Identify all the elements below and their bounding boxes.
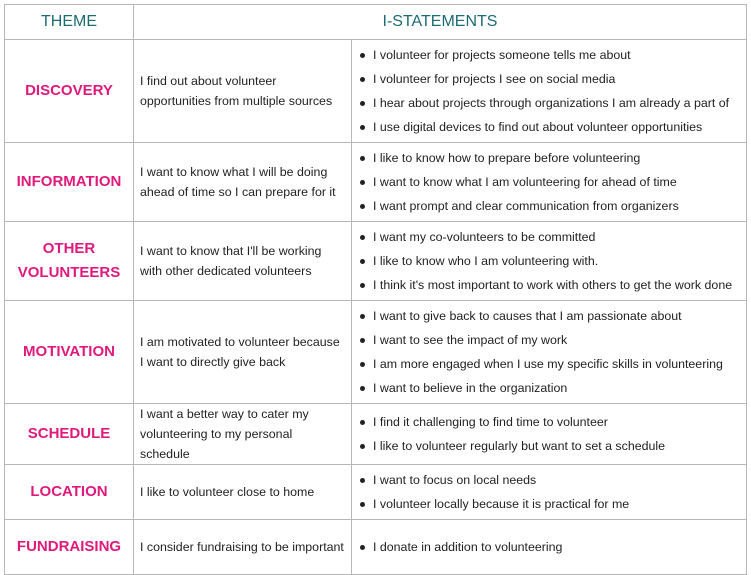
summary-cell: I want a better way to cater my volunteering to my personal schedule xyxy=(134,404,352,465)
list-item xyxy=(360,115,746,139)
list-item xyxy=(360,535,746,559)
theme-cell: SCHEDULE xyxy=(5,404,134,465)
bullet-icon xyxy=(360,283,365,288)
bullet-icon xyxy=(360,259,365,264)
statement-text: I like to know who I am volunteering with. xyxy=(373,254,599,268)
bullet-icon xyxy=(360,235,365,240)
bullet-icon xyxy=(360,545,365,550)
statements-cell xyxy=(352,520,747,575)
bullet-icon xyxy=(360,362,365,367)
list-item xyxy=(360,376,746,400)
statement-text: I want to focus on local needs xyxy=(373,473,537,487)
table-row xyxy=(5,222,747,301)
bullet-icon xyxy=(360,338,365,343)
theme-cell: FUNDRAISING xyxy=(5,520,134,575)
bullet-icon xyxy=(360,444,365,449)
statement-text: I want to give back to causes that I am passionate about xyxy=(373,309,682,323)
theme-cell: OTHER VOLUNTEERS xyxy=(5,222,134,301)
statement-text: I want to believe in the organization xyxy=(373,381,568,395)
header-row xyxy=(5,5,747,40)
bullet-icon xyxy=(360,478,365,483)
table-row xyxy=(5,301,747,404)
bullet-icon xyxy=(360,204,365,209)
statement-text: I like to know how to prepare before volunteering xyxy=(373,151,641,165)
summary-cell: I like to volunteer close to home xyxy=(134,465,352,520)
list-item xyxy=(360,225,746,249)
list-item xyxy=(360,43,746,67)
table-row xyxy=(5,520,747,575)
summary-cell: I want to know that I'll be working with other dedicated volunteers xyxy=(134,222,352,301)
list-item xyxy=(360,249,746,273)
bullet-icon xyxy=(360,156,365,161)
statement-text: I like to volunteer regularly but want to set a schedule xyxy=(373,439,666,453)
list-item xyxy=(360,352,746,376)
statements-cell xyxy=(352,222,747,301)
theme-cell: MOTIVATION xyxy=(5,301,134,404)
statements-cell xyxy=(352,40,747,143)
bullet-icon xyxy=(360,53,365,58)
list-item xyxy=(360,67,746,91)
i-statements-column-header: I-STATEMENTS xyxy=(134,5,747,40)
statement-text: I hear about projects through organizations I am already a part of xyxy=(373,96,730,110)
statement-text: I use digital devices to find out about volunteer opportunities xyxy=(373,120,703,134)
list-item xyxy=(360,170,746,194)
table-row xyxy=(5,143,747,222)
list-item xyxy=(360,468,746,492)
bullet-icon xyxy=(360,386,365,391)
statements-cell xyxy=(352,301,747,404)
statement-text: I volunteer for projects someone tells me about xyxy=(373,48,631,62)
statement-text: I am more engaged when I use my specific skills in volunteering xyxy=(373,357,723,371)
i-statements-table xyxy=(4,4,747,575)
bullet-icon xyxy=(360,314,365,319)
list-item xyxy=(360,91,746,115)
bullet-icon xyxy=(360,180,365,185)
statement-text: I volunteer for projects I see on social media xyxy=(373,72,616,86)
theme-cell: DISCOVERY xyxy=(5,40,134,143)
theme-column-header: THEME xyxy=(5,5,134,40)
list-item xyxy=(360,434,746,458)
theme-cell: LOCATION xyxy=(5,465,134,520)
list-item xyxy=(360,194,746,218)
statement-text: I want prompt and clear communication from organizers xyxy=(373,199,679,213)
list-item xyxy=(360,410,746,434)
theme-cell: INFORMATION xyxy=(5,143,134,222)
list-item xyxy=(360,304,746,328)
bullet-icon xyxy=(360,420,365,425)
statements-cell xyxy=(352,404,747,465)
list-item xyxy=(360,273,746,297)
list-item xyxy=(360,146,746,170)
bullet-icon xyxy=(360,125,365,130)
bullet-icon xyxy=(360,77,365,82)
statement-text: I donate in addition to volunteering xyxy=(373,540,563,554)
table-row xyxy=(5,465,747,520)
statement-text: I want to see the impact of my work xyxy=(373,333,568,347)
summary-cell: I want to know what I will be doing ahead of time so I can prepare for it xyxy=(134,143,352,222)
list-item xyxy=(360,492,746,516)
bullet-icon xyxy=(360,502,365,507)
list-item xyxy=(360,328,746,352)
statement-text: I want to know what I am volunteering for ahead of time xyxy=(373,175,677,189)
statement-text: I volunteer locally because it is practical for me xyxy=(373,497,630,511)
table-row xyxy=(5,404,747,465)
bullet-icon xyxy=(360,101,365,106)
summary-cell: I consider fundraising to be important xyxy=(134,520,352,575)
statements-cell xyxy=(352,465,747,520)
statement-text: I want my co-volunteers to be committed xyxy=(373,230,596,244)
statements-cell xyxy=(352,143,747,222)
table-row xyxy=(5,40,747,143)
statement-text: I think it's most important to work with others to get the work done xyxy=(373,278,733,292)
statement-text: I find it challenging to find time to volunteer xyxy=(373,415,608,429)
summary-cell: I find out about volunteer opportunities from multiple sources xyxy=(134,40,352,143)
summary-cell: I am motivated to volunteer because I want to directly give back xyxy=(134,301,352,404)
